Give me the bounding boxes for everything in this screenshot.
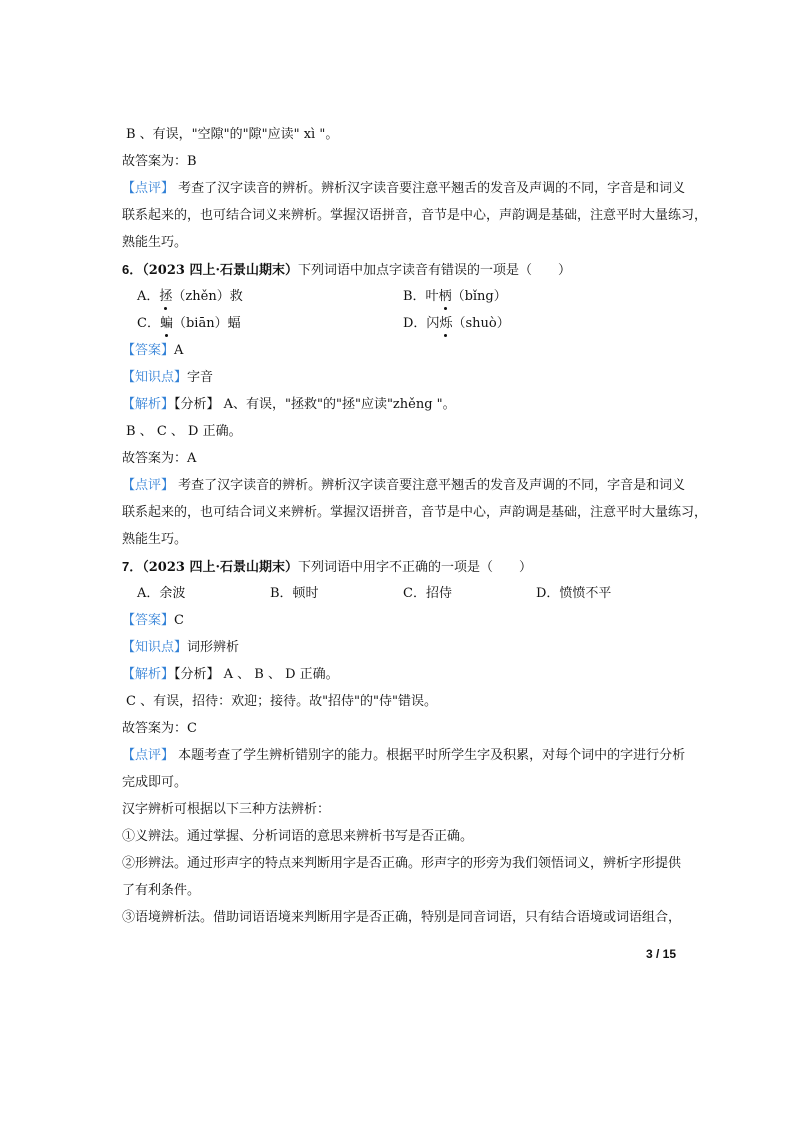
analysis-tag: 【解析】 (122, 667, 175, 682)
knowledge-point-tag: 【知识点】 (122, 370, 188, 385)
text-line: 故答案为：B (122, 154, 197, 169)
knowledge-point-value: 字音 (187, 370, 214, 385)
comment-text: 考查了汉字读音的辨析。辨析汉字读音要注意平翘舌的发音及声调的不同，字音是和词义 (174, 478, 686, 493)
text-line: 汉字辨析可根据以下三种方法辨析： (122, 802, 331, 817)
question-source: （2023 四上·石景山期末） (142, 560, 298, 575)
text-line: 熟能生巧。 (122, 532, 188, 547)
option-c (137, 315, 241, 333)
answer-tag: 【答案】 (122, 613, 175, 628)
emphasis-char: 烁 (439, 316, 453, 331)
option-a: A．余波 (137, 586, 186, 601)
answer-line (122, 612, 184, 630)
emphasis-char: 柄 (438, 289, 452, 304)
analysis-line (122, 666, 339, 684)
comment-line (122, 747, 685, 765)
comment-text: 考查了汉字读音的辨析。辨析汉字读音要注意平翘舌的发音及声调的不同，字音是和词义 (174, 181, 686, 196)
answer-value: C (174, 613, 184, 628)
method-item: ②形辨法。通过形声字的特点来判断用字是否正确。形声字的形旁为我们领悟词义，辨析字形提供 (122, 856, 682, 871)
text-line: B 、有误，"空隙"的"隙"应读" xì "。 (126, 127, 339, 142)
comment-tag: 【点评】 (122, 478, 175, 493)
option-text: （zhěn）救 (172, 289, 243, 304)
text-line: 故答案为：C (122, 721, 197, 736)
question-number: 6． (122, 262, 143, 277)
question-number: 7． (122, 559, 143, 574)
option-label: B．叶 (403, 289, 439, 304)
page-number: 3 / 15 (645, 947, 676, 961)
option-d: D．愤愤不平 (536, 586, 612, 601)
analysis-text: 【分析】 A 、 B 、 D 正确。 (174, 667, 339, 682)
text-line: 联系起来的，也可结合词义来辨析。掌握汉语拼音，音节是中心，声韵调是基础，注意平时大量练习， (122, 208, 708, 223)
question-7-stem (122, 558, 532, 577)
text-line: 完成即可。 (122, 775, 188, 790)
answer-value: A (174, 343, 184, 358)
option-b: B．顿时 (270, 586, 319, 601)
answer-tag: 【答案】 (122, 343, 175, 358)
text-line: B 、 C 、 D 正确。 (126, 424, 242, 439)
text-line: C 、有误，招待：欢迎；接待。故"招侍"的"侍"错误。 (126, 694, 437, 709)
option-label: C． (137, 316, 160, 331)
comment-line (122, 180, 685, 198)
emphasis-char: 拯 (159, 289, 173, 304)
answer-line (122, 342, 183, 360)
knowledge-point-tag: 【知识点】 (122, 640, 188, 655)
question-source: （2023 四上·石景山期末） (142, 263, 298, 278)
question-6-stem (122, 261, 571, 280)
option-d (403, 315, 510, 333)
option-text: （bǐng） (451, 289, 507, 304)
analysis-text: 【分析】 A、有误，"拯救"的"拯"应读"zhěng "。 (174, 397, 456, 412)
comment-text: 本题考查了学生辨析错别字的能力。根据平时所学生字及积累，对每个词中的字进行分析 (174, 748, 686, 763)
emphasis-char: 蝙 (159, 316, 173, 331)
method-item: ③语境辨析法。借助词语语境来判断用字是否正确，特别是同音词语，只有结合语境或词语组合， (122, 910, 682, 925)
text-line: 联系起来的，也可结合词义来辨析。掌握汉语拼音，音节是中心，声韵调是基础，注意平时大量练习， (122, 505, 708, 520)
knowledge-point-line (122, 639, 239, 657)
text-line: 了有利条件。 (122, 883, 201, 898)
knowledge-point-value: 词形辨析 (187, 640, 240, 655)
option-label: A． (137, 289, 160, 304)
analysis-line (122, 396, 456, 414)
option-c: C．招侍 (403, 586, 452, 601)
comment-tag: 【点评】 (122, 748, 175, 763)
option-text: （shuò） (452, 316, 510, 331)
method-item: ①义辨法。通过掌握、分析词语的意思来辨析书写是否正确。 (122, 829, 474, 844)
option-label: D．闪 (403, 316, 440, 331)
text-line: 熟能生巧。 (122, 235, 188, 250)
knowledge-point-line (122, 369, 213, 387)
option-b (403, 288, 507, 306)
comment-tag: 【点评】 (122, 181, 175, 196)
question-text: 下列词语中用字不正确的一项是（ ） (297, 560, 532, 575)
question-text: 下列词语中加点字读音有错误的一项是（ ） (297, 263, 571, 278)
option-text: （biān）蝠 (172, 316, 241, 331)
text-line: 故答案为：A (122, 451, 197, 466)
analysis-tag: 【解析】 (122, 397, 175, 412)
comment-line (122, 477, 685, 495)
option-a (137, 288, 243, 306)
